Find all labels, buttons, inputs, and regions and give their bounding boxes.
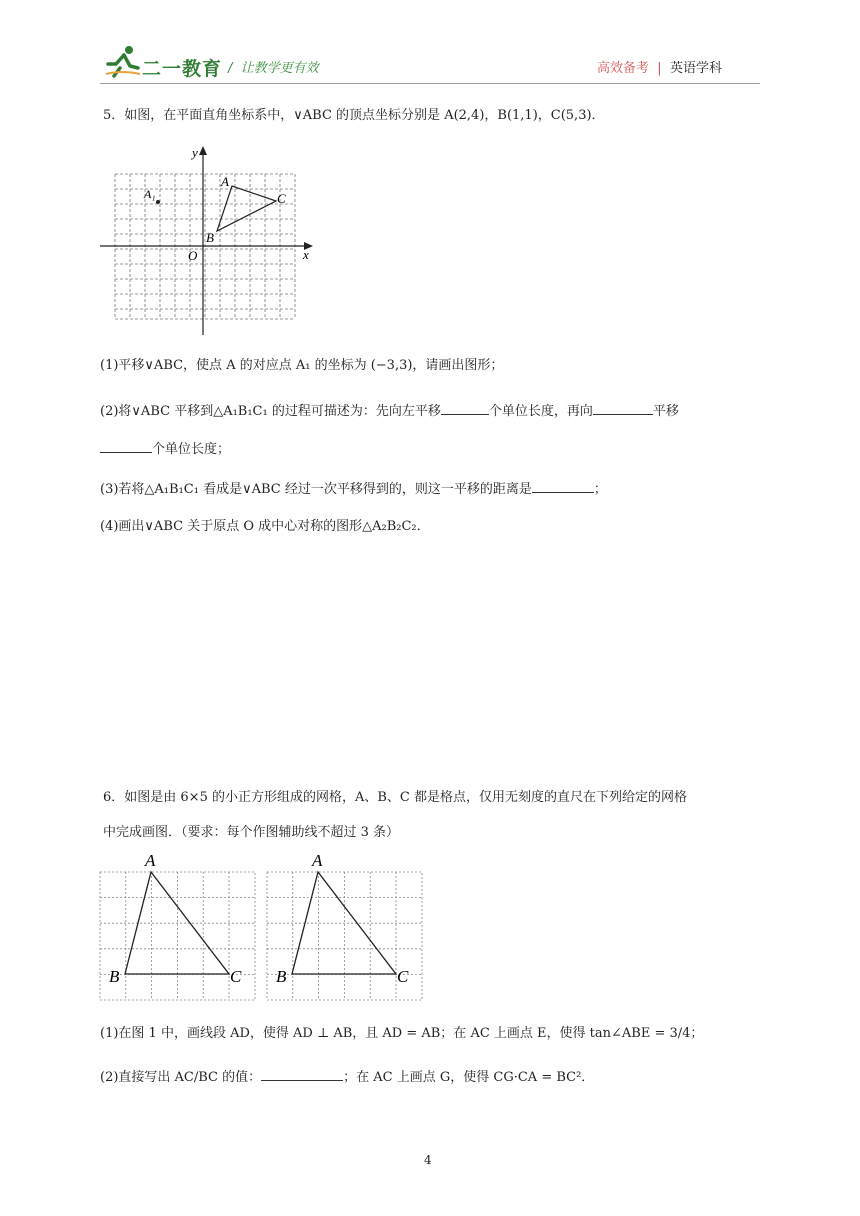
label-origin: O [188,248,198,263]
slogan: / 让教学更有效 [228,61,319,76]
q5-stem [103,106,605,126]
q5-part2-line1 [100,400,679,422]
brand-name: 二一教育 [142,58,223,80]
header-divider [100,83,760,84]
q5-blank-2 [593,400,653,415]
header [100,44,760,84]
q5-part2-text-c: 平移 [652,404,679,419]
slogan-text: 让教学更有效 [240,61,319,76]
label-a: A [221,174,229,189]
q5-blank-3 [100,438,152,453]
label-x: x [303,247,309,262]
q6-figure-1 [98,850,260,1005]
q5-part3 [100,478,607,500]
point-a1 [156,200,160,204]
header-subject: 高效备考 | 英语学科 [597,61,722,76]
q6-line2: 中完成画图．（要求：每个作图辅助线不超过 3 条） [103,825,400,840]
y-axis-arrow-icon [199,146,207,155]
q5-stem-text: 如图，在平面直角坐标系中，∨ABC 的顶点坐标分别是 A(2,4)，B(1,1)，C(5,3)． [124,108,605,123]
q5-part2-text-d: 个单位长度； [152,442,231,457]
q5-part3-end: ； [593,482,607,497]
q5-coordinate-figure [100,143,320,343]
q6-part2-text-a: (2)直接写出 AC/BC 的值： [100,1070,262,1085]
q5-blank-4 [532,478,594,493]
q5-part3-text: (3)若将△A₁B₁C₁ 看成是∨ABC 经过一次平移得到的，则这一平移的距离是 [100,482,532,497]
header-tag-exam: 高效备考 [597,61,650,76]
q5-number: 5． [103,108,125,123]
page-number: 4 [424,1153,432,1167]
q5-part1: (1)平移∨ABC，使点 A 的对应点 A₁ 的坐标为 (−3,3)，请画出图形； [100,358,504,373]
q5-part2-text-a: (2)将∨ABC 平移到△A₁B₁C₁ 的过程可描述为：先向左平移 [100,404,441,419]
fig1-label-a: A [145,851,156,870]
q5-blank-1 [441,400,489,415]
q6-line1: 6．如图是由 6×5 的小正方形组成的网格，A、B、C 都是格点，仅用无刻度的直尺在下列给定的网格 [103,790,687,805]
label-b: B [206,230,214,245]
q5-part4: (4)画出∨ABC 关于原点 O 成中心对称的图形△A₂B₂C₂． [100,519,430,534]
q6-part1: (1)在图 1 中，画线段 AD，使得 AD ⊥ AB，且 AD = AB；在 AC 上画点 E，使得 tan∠ABE = 3/4； [100,1026,704,1041]
fig2-label-b: B [276,967,287,986]
header-tag-subject: 英语学科 [669,61,722,76]
q6-part2 [100,1066,594,1088]
label-a1: A₁ [144,187,156,201]
q5-axes [100,151,308,335]
logo-runner-icon [104,44,142,78]
fig1-label-c: C [230,967,242,986]
q6-figure-2 [265,850,427,1005]
q6-blank-1 [261,1066,343,1081]
q6-part2-text-b: ；在 AC 上画点 G，使得 CG·CA = BC²． [343,1070,595,1085]
fig2-label-c: C [397,967,409,986]
label-c: C [277,191,286,206]
q5-part2-text-b: 个单位长度，再向 [488,404,593,419]
fig1-label-b: B [109,967,120,986]
label-y: y [192,145,198,160]
q5-part2-line2 [100,438,230,460]
triangle-abc [217,186,276,231]
fig2-label-a: A [312,851,323,870]
